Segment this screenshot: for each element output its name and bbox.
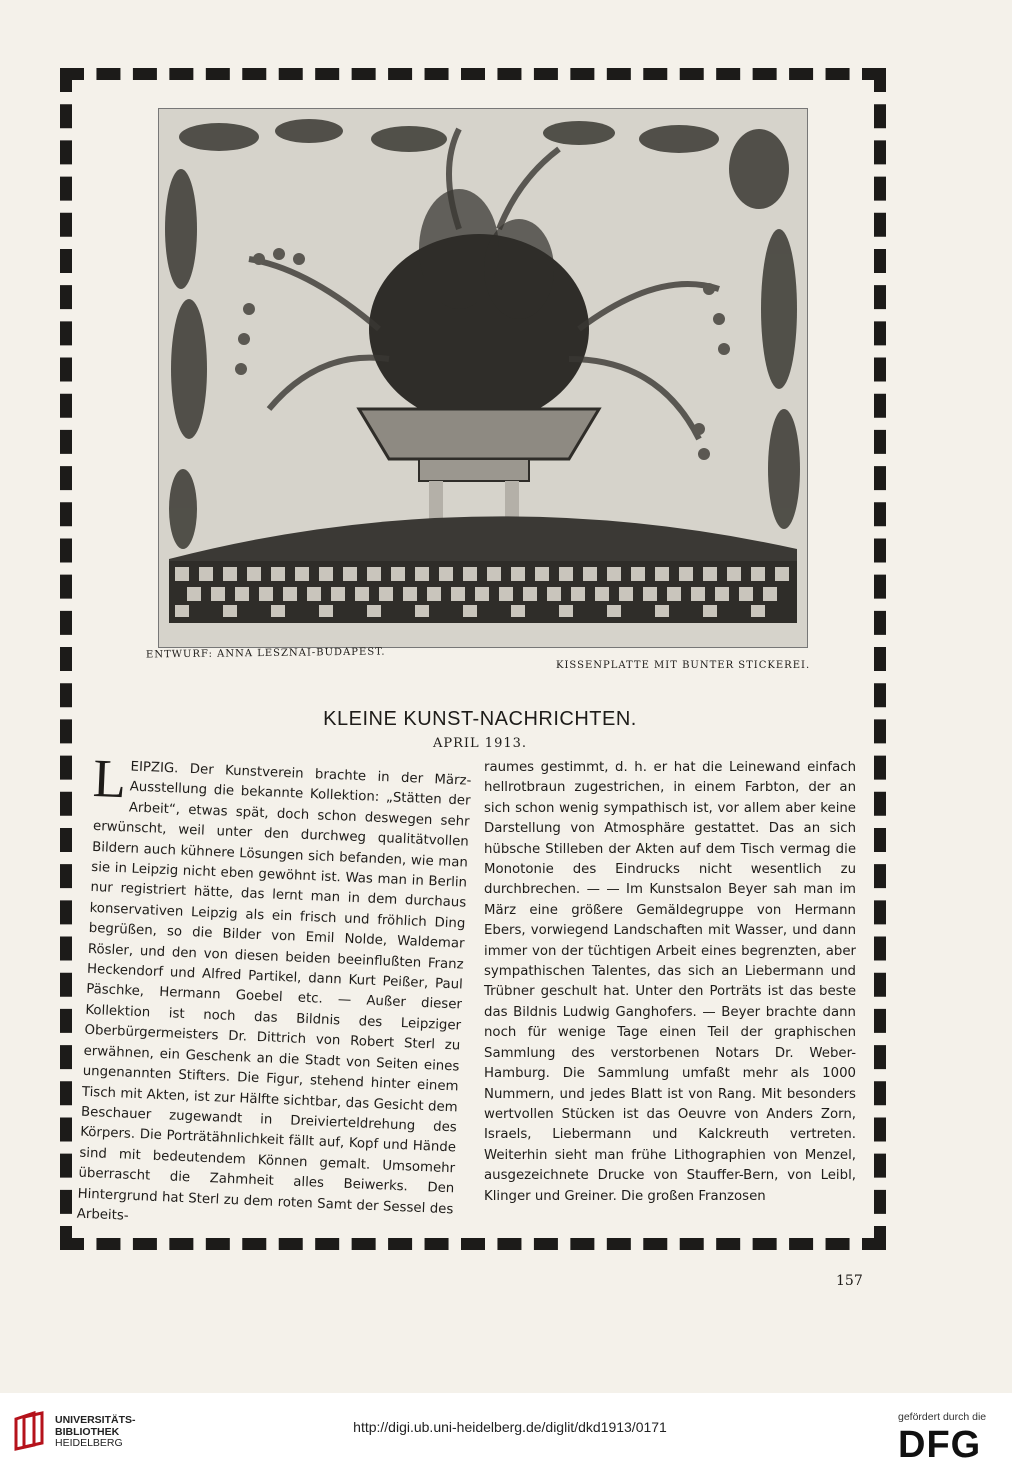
footer-bar	[0, 1393, 1012, 1471]
text-column-left	[76, 747, 472, 1241]
dfg-logo: DFG	[898, 1424, 982, 1466]
page-number: 157	[836, 1273, 863, 1289]
caption-designer: ENTWURF: ANNA LESZNAI-BUDAPEST.	[145, 646, 386, 661]
library-name-line1: UNIVERSITÄTS-	[55, 1414, 136, 1426]
drop-cap: L	[91, 747, 128, 810]
library-name	[55, 1415, 136, 1450]
library-name-line3: HEIDELBERG	[55, 1437, 123, 1449]
article-date: APRIL 1913.	[432, 736, 528, 751]
sponsor-text: gefördert durch die	[898, 1411, 987, 1423]
text-column-right: raumes gestimmt, d. h. er hat die Leinewand einfach hellrotbraun zugestrichen, in einem Farbton, der an sich schon wenig sympathisch ist, vor allem aber keine Darstellung von Atmosphäre gestattet. Das an sich hübsche Stilleben der Akten auf dem Tisch vermag die Monotonie des Eindrucks nicht wesentlich zu durchbrechen. — — Im Kunstsalon Beyer sah man im März eine größere Gemäldegruppe von Hermann Ebers, vorwiegend Landschaften mit Wasser, und dann immer von der tüchtigen Arbeit eines begrenzten, aber sympathischen Talentes, das sich an Liebermann und Trübner geschult hat. Unter den Porträts ist das beste das Bildnis Ludwig Ganghofers. — Beyer brachte dann noch für wenige Tage einen Teil der graphischen Sammlung des verstorbenen Notars Dr. Weber-Hamburg. Die Sammlung umfaßt mehr als 1000 Nummern, und jedes Blatt ist von Rang. Mit besonders wertvollen Stücken ist das Oeuvre von Anders Zorn, Israels, Liebermann und Kalckreuth vertreten. Weiterhin sieht man frühe Lithographien von Menzel, ausgezeichnete Drucke von Stauffer-Bern, von Leibl, Klinger und Greiner. Die großen Franzosen	[484, 760, 856, 1204]
library-logo-icon	[12, 1411, 50, 1451]
library-name-line2: BIBLIOTHEK	[55, 1425, 120, 1438]
embroidery-illustration	[159, 109, 807, 647]
left-column-text: EIPZIG. Der Kunstverein brachte in der März-Ausstellung die bekannte Kollektion: „Stätten der Arbeit“, etwas spät, doch schon deswegen sehr erwünscht, weil unter den durchweg qualitätvollen Bildern auch kühnere Lösungen sich befanden, wie man sie in Leipzig nicht eben gewöhnt ist. Was man in Berlin nur registriert hätte, das lernt man in dem durchaus konservativen Leipzig als ein frisch und fröhlich Ding begrüßen, so die Bilder von Emil Nolde, Waldemar Rösler, und den von diesen beiden beeinflußten Franz Heckendorf und Alfred Partikel, dann Kurt Peißer, Paul Päschke, Hermann Goebel etc. — Außer dieser Kollektion ist noch das Bildnis des Leipziger Oberbürgermeisters Dr. Dittrich von Robert Sterl zu erwähnen, ein Geschenk an die Stadt von Seiten eines ungenannten Stifters. Die Figur, stehend hinter einem Tisch mit Akten, ist zur Hälfte sichtbar, das Gesicht dem Beschauer zugewandt in Dreivierteldrehung des Körpers. Die Porträtähnlichkeit fällt auf, Kopf und Hände sind mit bedeutendem Können gemalt. Umsomehr überrascht die Zahmheit alles Beiwerks. Den Hintergrund hat Sterl zu dem roten Samt der Sessel des Arbeits-	[76, 759, 472, 1224]
permalink-url[interactable]: http://digi.ub.uni-heidelberg.de/diglit/dkd1913/0171	[353, 1419, 667, 1435]
article-title: KLEINE KUNST-NACHRICHTEN.	[323, 708, 637, 730]
embroidery-photograph	[158, 108, 808, 648]
caption-title: KISSENPLATTE MIT BUNTER STICKEREI.	[556, 660, 811, 671]
